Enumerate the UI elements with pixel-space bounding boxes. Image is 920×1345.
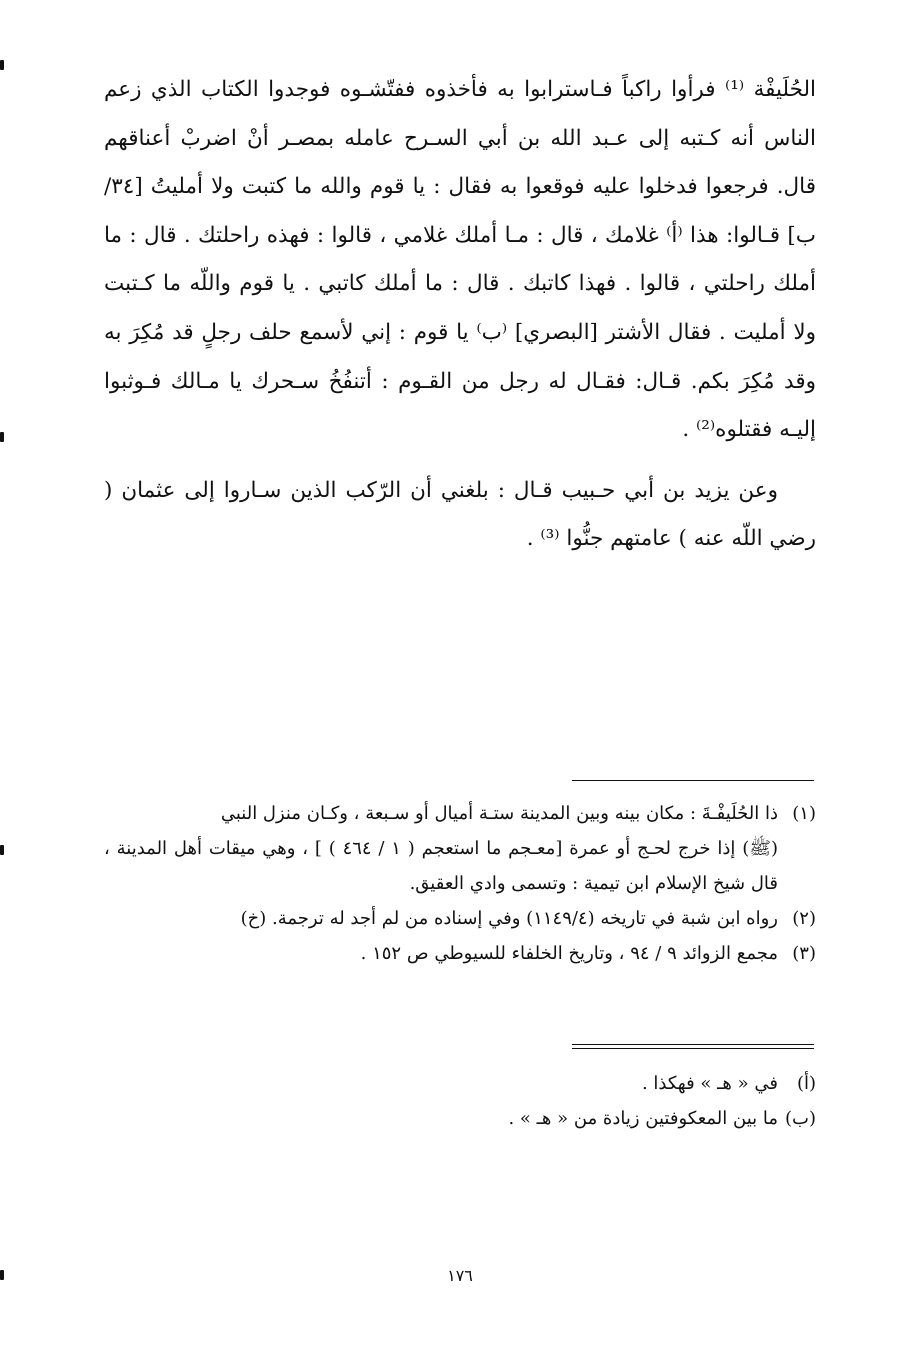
footnote-3-marker: (٣): [792, 943, 816, 964]
scan-edge-mark: [0, 432, 4, 442]
footnote-1-marker: (١): [792, 803, 816, 824]
footnote-3: [104, 936, 816, 971]
scan-edge-mark: [0, 60, 4, 70]
footnote-3-text: مجمع الزوائد ٩ / ٩٤ ، وتاريخ الخلفاء للسيوطي ص ١٥٢ .: [360, 943, 778, 964]
variant-a-text: في « هـ » فهكذا .: [641, 1073, 778, 1094]
variant-b-text: ما بين المعكوفتين زيادة من « هـ » .: [508, 1108, 778, 1129]
footnote-1: [104, 796, 816, 831]
footnote-separator-rule: [572, 780, 814, 781]
variants-double-rule: [572, 1044, 814, 1049]
variant-b-marker: (ب): [785, 1108, 816, 1129]
variant-a-marker: (أ): [796, 1073, 816, 1094]
footnote-2-text: رواه ابن شبة في تاريخه (١١٤٩/٤) وفي إسناده من لم أجد له ترجمة. (خ): [240, 908, 778, 929]
main-text-body: [104, 66, 816, 564]
footnote-1-continuation: (ﷺ) إذا خرج لحـج أو عمرة [معـجم ما استعجم ( ١ / ٤٦٤ ) ] ، وهي ميقات أهل المدينة ، قال شيخ الإسلام ابن تيمية : وتسمى وادي العقيق.: [104, 838, 778, 894]
manuscript-variants-section: [104, 1066, 816, 1136]
variant-a: [104, 1066, 816, 1101]
main-paragraph-2: وعن يزيد بن أبي حـبيب قـال : بلغني أن الرّكب الذين سـاروا إلى عثمان ( رضي اللّه عنه ) عامتهم جنُّوا ⁽³⁾ .: [104, 477, 816, 552]
footnote-2-marker: (٢): [792, 908, 816, 929]
footnotes-section: [104, 796, 816, 971]
scan-edge-mark: [0, 845, 4, 855]
scan-edge-mark: [0, 1270, 4, 1280]
footnote-2: [104, 901, 816, 936]
variant-b: [104, 1101, 816, 1136]
page-number: ١٧٦: [447, 1266, 473, 1285]
main-paragraph-1: الحُلَيفْة ⁽¹⁾ فرأوا راكباً فـاسترابوا به فأخذوه ففتّشـوه فوجدوا الكتاب الذي زعم الناس أنه كـتبه إلى عـبد الله بن أبي السـرح عامله بمصـر أنْ اضربْ أعناقهم قال. فرجعوا فدخلوا عليه فوقعوا به فقال : يا قوم والله ما كتبت ولا أمليتُ [٣٤/ب] قـالوا: هذا ⁽أ⁾ غلامك ، قال : مـا أملك غلامي ، قالوا : فهذه راحلتك . قال : ما أملك راحلتي ، قالوا . فهذا كاتبك . قال : ما أملك كاتبي . يا قوم واللّه ما كـتبت ولا أمليت . فقال الأشتر [البصري] ⁽ب⁾ يا قوم : إني لأسمع حلف رجلٍ قد مُكِرَ به وقد مُكِرَ بكم. قـال: فقـال له رجل من القـوم : أتنفُخُ سـحرك يا مـالك فـوثبوا إليـه فقتلوه⁽²⁾ .: [104, 77, 816, 443]
footnote-1-text: ذا الحُلَيفْـةَ : مكان بينه وبين المدينة ستـة أميال أو سـبعة ، وكـان منزل النبي: [220, 803, 778, 824]
